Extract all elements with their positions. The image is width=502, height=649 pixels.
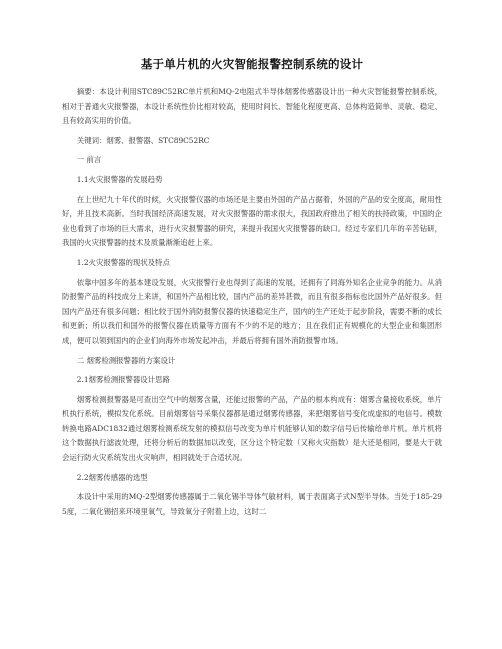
- section-heading-2: 二 烟雾检测报警器的方案设计: [76, 355, 176, 365]
- subsection-heading-1-1: 1.1火灾报警器的发展趋势: [76, 174, 163, 184]
- paragraph-1-1: 在上世纪九十年代的时候，火灾报警仪器的市场还是主要由外国的产品占据着，外国的产品的安全度高，耐用性好，并且技术高新。当时我国经济高速发展，对火灾报警器的需求很大，我国政府推出了相关的扶持政策，中国的企业也看到了市场的巨大需求，进行火灾报警器的研究，来提升我国火灾报警器的缺口。经过专家们几年的辛苦钻研，我国的火灾报警器的技术及质量渐渐追赶上来。: [62, 194, 442, 248]
- paragraph-2-1: 烟雾检测报警器是可查出空气中的烟雾含量，还能过报警的产品，产品的根本构成有：烟雾含量接收系统，单片机执行系统，模拟发化系统。目前烟雾信号采集仪器都是通过烟雾传感器，来把烟雾信号变化成虚拟的电信号。模数转换电路ADC1832通过烟雾检测系统发射的模拟信号改变为单片机能够认知的数字信号后传输给单片机。单片机将这个数据执行滤波处理，还将分析后的数据加以改变，区分这个特定数（又称火灾指数）是大还是相同，要是大于就会运行防火灾系统发出火灾响声，相同就处于合适状况。: [62, 394, 442, 463]
- keywords: 关键词：烟雾、报警器、STC89C52RC: [76, 135, 210, 145]
- paragraph-1-2: 依靠中国多年的基本建设发展，火灾报警行业也得到了高速的发展，还拥有了同海外知名企业竞争的能力。从消防报警产品的科技成分上来讲，和国外产品相比较，国内产品的差异甚微，而且有很多指标也比国外产品好很多。但国内产品还有很多问题；相比较于国外消防报警仪器的快速稳定生产，国内的生产还处于起步阶段，需要不断的成长和更新；所以我们和国外的报警仪器在质量等方面有不少的不足的地方；且在我们正有规模化的大型企业和集团形成，便可以领到国内的企业们向海外市场发起冲击，并最后将拥有国外消防报警市场。: [62, 277, 442, 345]
- document-title: 基于单片机的火灾智能报警控制系统的设计: [140, 57, 364, 71]
- section-heading-1: 一 前言: [76, 155, 102, 165]
- subsection-heading-2-1: 2.1烟雾检测报警器设计思路: [76, 375, 170, 385]
- paragraph-2-2: 本设计中采用的MQ-2型烟雾传感器属于二氧化锡半导体气敏材料，属于表面离子式N型半导体。当处于185-295度，二氧化锡招来环境里氧气，导致氧分子附着上边，这时二: [62, 492, 442, 516]
- subsection-heading-1-2: 1.2火灾报警器的现状及特点: [76, 257, 170, 267]
- subsection-heading-2-2: 2.2烟雾传感器的选型: [76, 472, 148, 482]
- abstract: 摘要：本设计利用STC89C52RC单片机和MQ-2电阻式半导体烟雾传感器设计出一种火灾智能报警控制系统，相对于普通火灾报警器，本设计系统性价比相对较高，使用时间长、智能化程度更高、总体构造简单、灵敏、稳定、且有较高实用的价值。: [62, 87, 442, 126]
